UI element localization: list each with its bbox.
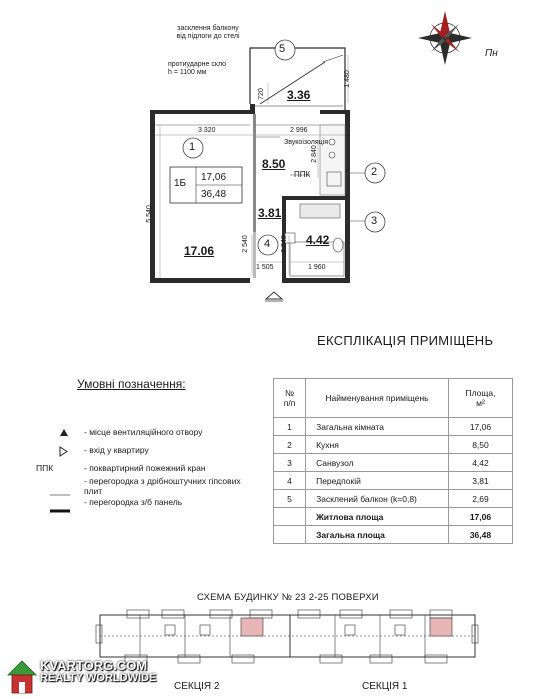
apartment-living-area: 17,06 — [201, 172, 227, 183]
row-area: 3,81 — [448, 472, 512, 490]
header-area-line2: м² — [476, 398, 485, 408]
scheme-highlight-section1 — [430, 618, 452, 636]
section-1-label: СЕКЦІЯ 1 — [362, 681, 408, 692]
row-name: Загальна кімната — [306, 418, 449, 436]
total-living-name: Житлова площа — [306, 508, 449, 526]
header-area-line1: Площа, — [465, 388, 496, 398]
table-total-row — [274, 508, 513, 526]
wall-bottom-right — [282, 278, 350, 283]
legend-title: Умовні позначення: — [77, 377, 186, 391]
legend-text: - перегородка з дрібноштучних гіпсових плит — [83, 476, 241, 496]
apartment-total-area: 36,48 — [201, 189, 227, 200]
area-kitchen: 8.50 — [262, 157, 286, 171]
callout-label-3: 3 — [371, 215, 378, 227]
building-scheme — [96, 610, 478, 663]
dim-2996: 2 996 — [290, 127, 308, 134]
row-num: 4 — [274, 472, 306, 490]
north-label: Пн — [485, 48, 498, 59]
balcony-outline — [250, 48, 345, 112]
legend-text: - поквартирний пожежний кран — [84, 463, 206, 473]
balcony-note-line2: від підлоги до стелі — [176, 33, 240, 40]
scheme-title: СХЕМА БУДИНКУ № 23 2-25 ПОВЕРХИ — [197, 592, 379, 603]
row-area: 2,69 — [448, 490, 512, 508]
balcony-note — [158, 25, 258, 41]
explication-title: ЕКСПЛІКАЦІЯ ПРИМІЩЕНЬ — [317, 333, 494, 348]
callout-label-1: 1 — [189, 141, 196, 153]
legend-item-ppk — [36, 461, 261, 475]
header-num — [274, 379, 306, 418]
dim-2540-left: 2 540 — [241, 235, 249, 253]
dim-5540: 5 540 — [145, 205, 153, 223]
callout-label-5: 5 — [279, 43, 286, 55]
legend-text: - місце вентиляційного отвору — [84, 427, 203, 437]
dim-2840: 2 840 — [310, 145, 318, 163]
area-living: 17.06 — [184, 244, 215, 258]
legend-sym-ppk: ППК — [36, 463, 54, 473]
area-bath: 4.42 — [306, 233, 330, 247]
row-area: 4,42 — [448, 454, 512, 472]
dim-1960: 1 960 — [308, 264, 326, 271]
row-name: Передпокій — [306, 472, 449, 490]
balcony-note-line1: засклення балкону — [177, 25, 239, 32]
wall-bottom-left — [150, 278, 250, 283]
glass-note — [168, 61, 248, 77]
scheme-highlight-section2 — [241, 618, 263, 636]
dim-2540-right: 2 540 — [280, 235, 288, 253]
area-hall: 3.81 — [258, 206, 282, 220]
row-num: 5 — [274, 490, 306, 508]
watermark-text — [40, 659, 156, 685]
row-num: 1 — [274, 418, 306, 436]
legend-item-thick — [46, 495, 261, 509]
legend-item-vent — [46, 425, 261, 439]
row-name: Кухня — [306, 436, 449, 454]
table-total-row — [274, 526, 513, 544]
watermark-line1: KVARTORG.COM — [40, 658, 148, 673]
wall-balcony-stub — [250, 104, 255, 114]
header-area — [448, 379, 512, 418]
ppk-label: ППК — [294, 170, 311, 179]
legend-text: - перегородка з/б панель — [84, 497, 183, 507]
watermark-logo-icon — [8, 661, 36, 693]
total-area-name: Загальна площа — [306, 526, 449, 544]
table-row — [274, 436, 513, 454]
row-area: 8,50 — [448, 436, 512, 454]
dim-1505: 1 505 — [256, 264, 274, 271]
callout-label-2: 2 — [371, 166, 378, 178]
section-2-label: СЕКЦІЯ 2 — [174, 681, 220, 692]
total-area-value: 36,48 — [448, 526, 512, 544]
dim-1480: 1 480 — [343, 70, 351, 88]
area-balcony: 3.36 — [287, 88, 311, 102]
apartment-type: 1Б — [174, 178, 187, 189]
row-num-empty — [274, 526, 306, 544]
dim-720: 720 — [257, 88, 265, 100]
row-name: Санвузол — [306, 454, 449, 472]
legend-list — [36, 425, 261, 509]
watermark-line2: REALTY WORLDWIDE — [40, 672, 157, 684]
entrance-marker — [265, 292, 283, 301]
compass-icon — [418, 11, 472, 65]
total-living-area: 17,06 — [448, 508, 512, 526]
wall-top-left — [150, 110, 250, 114]
glass-note-line1: протиударне скло — [168, 61, 227, 68]
row-num: 3 — [274, 454, 306, 472]
legend-item-entry — [46, 443, 261, 457]
table-header-row — [274, 379, 513, 418]
wall-left — [150, 112, 155, 283]
row-num: 2 — [274, 436, 306, 454]
legend-item-thin — [46, 476, 261, 496]
legend-text: - вхід у квартиру — [84, 445, 149, 455]
watermark — [40, 659, 156, 685]
header-name: Найменування приміщень — [306, 379, 449, 418]
table-row — [274, 472, 513, 490]
table-row — [274, 490, 513, 508]
noise-label: Звукоізоляція — [284, 139, 328, 146]
glass-note-line2: h = 1100 мм — [168, 69, 207, 76]
header-num-line2: п/п — [283, 398, 296, 408]
header-num-line1: № — [284, 388, 295, 398]
table-row — [274, 418, 513, 436]
row-area: 17,06 — [448, 418, 512, 436]
callout-label-4: 4 — [264, 238, 271, 250]
wall-bath-top — [282, 196, 350, 200]
row-num-empty — [274, 508, 306, 526]
row-name: Засклений балкон (k=0,8) — [306, 490, 449, 508]
table-row — [274, 454, 513, 472]
explication-table — [273, 378, 513, 544]
dim-3320: 3 320 — [198, 127, 216, 134]
